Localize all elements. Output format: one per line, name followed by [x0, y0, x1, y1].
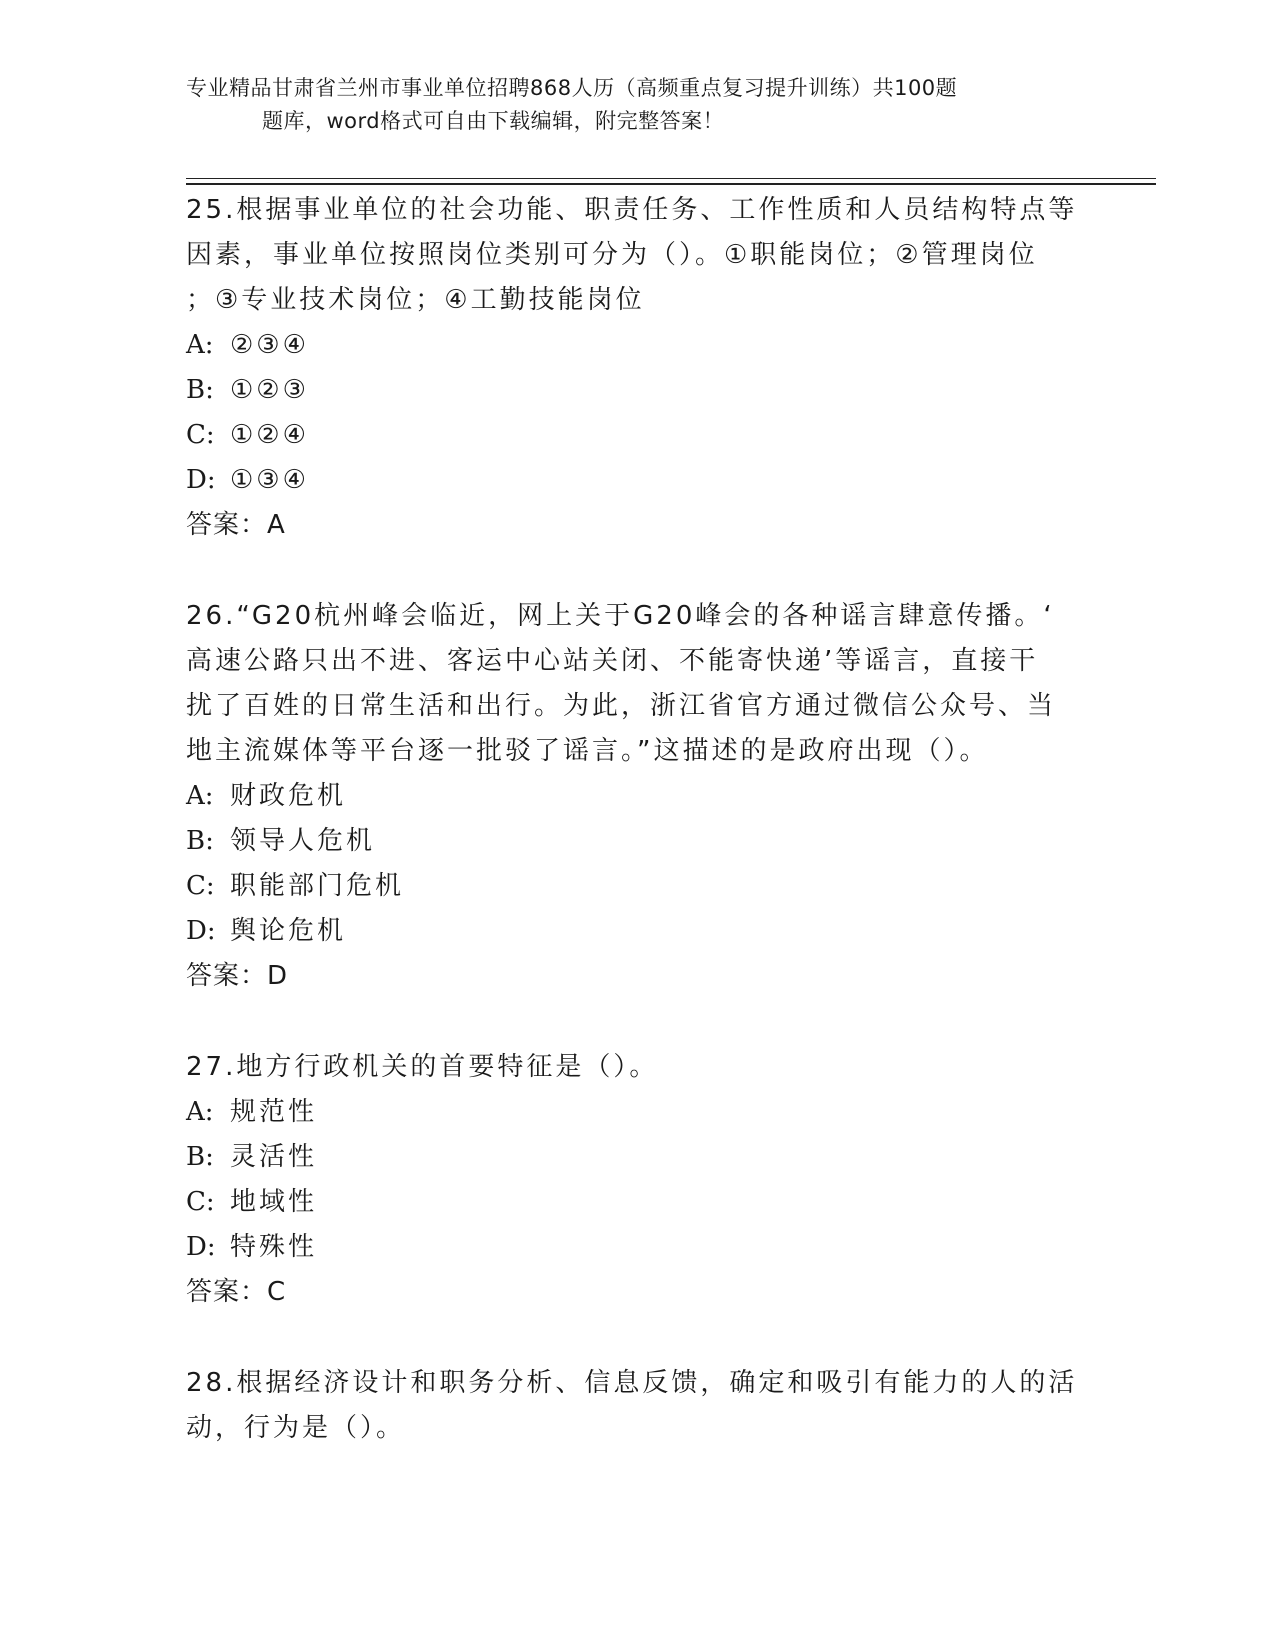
option-c [186, 413, 1086, 458]
option-key: C: [186, 1187, 215, 1217]
option-text: 灵活性 [230, 1142, 318, 1172]
option-c [186, 864, 1086, 909]
question-item [186, 1045, 1086, 1315]
option-text: ①③④ [230, 465, 309, 495]
question-stem-line: 26.“G20杭州峰会临近，网上关于G20峰会的各种谣言肆意传播。‘ [186, 601, 1055, 631]
answer-label: 答案： [186, 1277, 268, 1307]
question-stem [186, 1045, 1086, 1090]
option-text: 特殊性 [230, 1232, 318, 1262]
answer-line [186, 503, 1086, 548]
answer-label: 答案： [186, 510, 268, 540]
option-b [186, 819, 1086, 864]
option-key: B: [186, 1142, 214, 1172]
answer-value: C [267, 1277, 287, 1307]
option-key: D: [186, 1232, 216, 1262]
question-stem-line: ；③专业技术岗位；④工勤技能岗位 [186, 285, 645, 315]
header-divider-thin [186, 178, 1156, 179]
header-title-line-1: 专业精品甘肃省兰州市事业单位招聘868人历（高频重点复习提升训练）共100题 [186, 76, 958, 100]
option-d [186, 458, 1086, 503]
option-key: B: [186, 375, 214, 405]
header-title-line-2: 题库，word格式可自由下载编辑，附完整答案！ [262, 109, 725, 133]
document-header [186, 72, 1086, 138]
option-a [186, 323, 1086, 368]
option-b [186, 368, 1086, 413]
answer-value: A [267, 510, 286, 540]
header-divider-thick [186, 183, 1156, 185]
answer-line [186, 1270, 1086, 1315]
option-key: C: [186, 871, 215, 901]
answer-label: 答案： [186, 961, 268, 991]
question-item [186, 594, 1086, 999]
option-d [186, 1225, 1086, 1270]
option-text: ②③④ [230, 330, 309, 360]
question-stem [186, 1361, 1086, 1451]
option-b [186, 1135, 1086, 1180]
option-key: A: [186, 781, 214, 811]
option-text: ①②④ [230, 420, 309, 450]
question-item [186, 1361, 1086, 1451]
option-key: D: [186, 916, 216, 946]
answer-line [186, 954, 1086, 999]
option-c [186, 1180, 1086, 1225]
option-a [186, 1090, 1086, 1135]
option-key: A: [186, 1097, 214, 1127]
answer-value: D [267, 961, 289, 991]
option-key: A: [186, 330, 214, 360]
question-stem-line: 扰了百姓的日常生活和出行。为此，浙江省官方通过微信公众号、当 [186, 691, 1057, 721]
option-text: 地域性 [230, 1187, 318, 1217]
question-stem-line: 因素，事业单位按照岗位类别可分为（）。①职能岗位；②管理岗位 [186, 240, 1038, 270]
question-stem-line: 25.根据事业单位的社会功能、职责任务、工作性质和人员结构特点等 [186, 195, 1078, 225]
option-key: D: [186, 465, 216, 495]
option-text: ①②③ [230, 375, 309, 405]
question-stem [186, 188, 1086, 323]
question-stem-line: 地主流媒体等平台逐一批驳了谣言。”这描述的是政府出现（）。 [186, 736, 989, 766]
question-list [186, 188, 1086, 1497]
option-text: 职能部门危机 [230, 871, 405, 901]
question-stem-line: 动，行为是（）。 [186, 1413, 406, 1443]
question-item [186, 188, 1086, 548]
question-stem-line: 28.根据经济设计和职务分析、信息反馈，确定和吸引有能力的人的活 [186, 1368, 1078, 1398]
option-text: 领导人危机 [230, 826, 376, 856]
option-d [186, 909, 1086, 954]
question-stem-line: 高速公路只出不进、客运中心站关闭、不能寄快递’等谣言，直接干 [186, 646, 1039, 676]
option-text: 舆论危机 [230, 916, 347, 946]
question-stem [186, 594, 1086, 774]
question-stem-line: 27.地方行政机关的首要特征是（）。 [186, 1052, 659, 1082]
option-text: 规范性 [230, 1097, 318, 1127]
option-text: 财政危机 [230, 781, 347, 811]
option-key: B: [186, 826, 214, 856]
option-key: C: [186, 420, 215, 450]
option-a [186, 774, 1086, 819]
